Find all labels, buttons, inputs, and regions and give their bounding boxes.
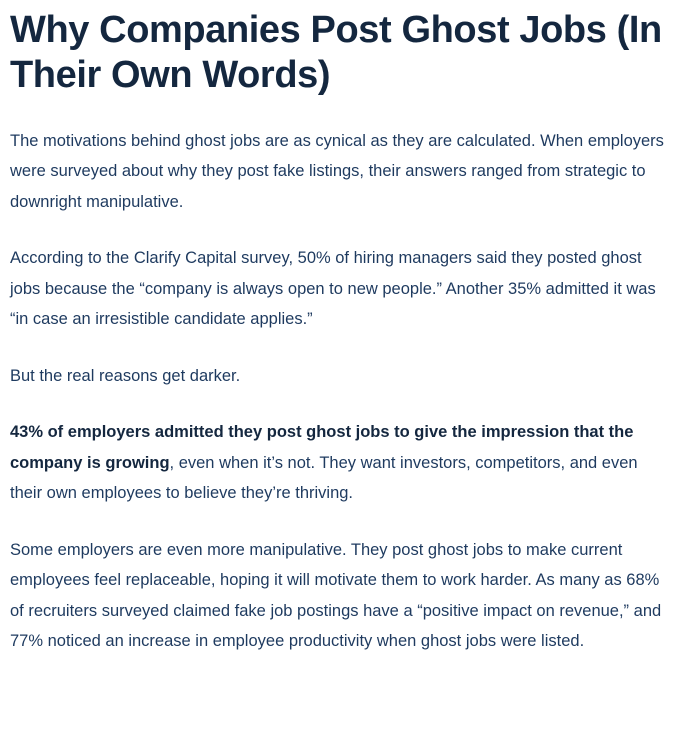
article-container — [0, 4, 675, 657]
article-body — [10, 126, 667, 657]
paragraph-growth-impression-rest: , even when it’s not. They want investors, competitors, and even their own employees to believe they’re thriving. — [10, 453, 638, 503]
paragraph-survey-stats: According to the Clarify Capital survey, 50% of hiring managers said they posted ghost jobs because the “company is always open to new people.” Another 35% admitted it was “in case an irresistible candidate applies.” — [10, 249, 656, 329]
paragraph-intro: The motivations behind ghost jobs are as cynical as they are calculated. When employers were surveyed about why they post fake listings, their answers ranged from strategic to downright manipulative. — [10, 131, 664, 211]
paragraph-manipulative: Some employers are even more manipulative. They post ghost jobs to make current employees feel replaceable, hoping it will motivate them to work harder. As many as 68% of recruiters surveyed claimed fake job postings have a “positive impact on revenue,” and 77% noticed an increase in employee productivity when ghost jobs were listed. — [10, 540, 662, 651]
page-title: Why Companies Post Ghost Jobs (In Their Own Words) — [10, 9, 662, 96]
paragraph-growth-impression-lead: 43% of employers admitted they post ghost jobs to give the impression that the company is growing — [10, 423, 634, 472]
paragraph-growth-impression — [10, 417, 667, 509]
paragraph-transition: But the real reasons get darker. — [10, 366, 241, 385]
